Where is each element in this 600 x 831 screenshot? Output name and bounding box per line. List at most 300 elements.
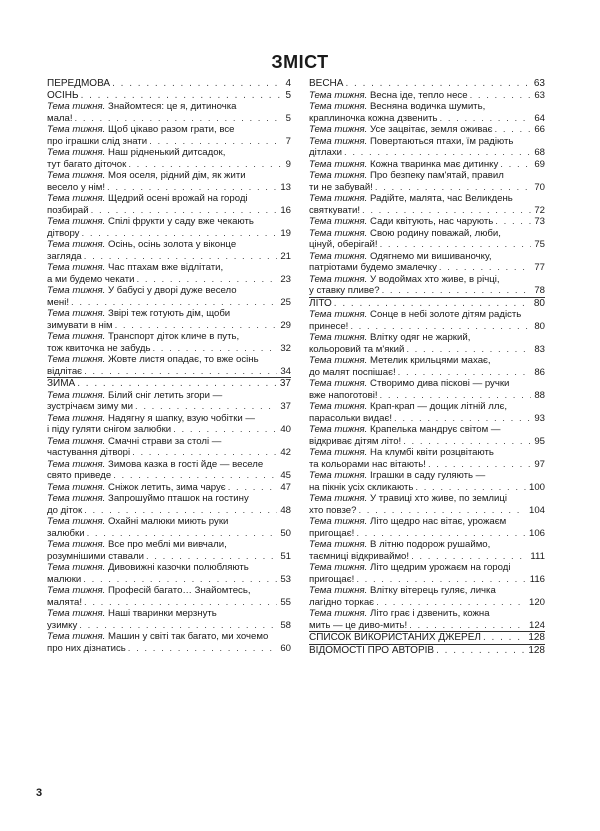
entry-title: Весна іде, тепло несе	[370, 89, 468, 101]
entry-title: зимувати в нім	[47, 319, 113, 331]
entry-page-number: 13	[280, 181, 291, 193]
toc-entry	[309, 585, 545, 608]
entry-title: святкувати!	[309, 204, 361, 216]
theme-prefix: Тема тижня.	[47, 539, 106, 550]
dot-leader	[343, 78, 530, 90]
theme-prefix: Тема тижня.	[47, 331, 106, 342]
entry-title: Транспорт діток кличе в путь,	[108, 331, 240, 342]
dot-leader	[105, 182, 277, 194]
entry-title: Запрошуймо пташок на гостину	[108, 493, 249, 504]
entry-title: Кожна тваринка має дитинку	[370, 158, 499, 170]
entry-title: на пікнік усіх скликають	[309, 481, 414, 493]
entry-page-number: 58	[280, 619, 291, 631]
theme-prefix: Тема тижня.	[47, 585, 106, 596]
section-title: ЗИМА	[47, 378, 76, 389]
section-title: СПИСОК ВИКОРИСТАНИХ ДЖЕРЕЛ	[309, 632, 481, 643]
toc-entry-line	[309, 585, 545, 597]
dot-leader	[150, 343, 277, 355]
dot-leader	[407, 620, 526, 632]
entry-title: таємниці відкриваймо!	[309, 550, 410, 562]
theme-prefix: Тема тижня.	[309, 216, 368, 227]
toc-entry-line	[309, 159, 545, 171]
dot-leader	[171, 424, 277, 436]
toc-entry	[47, 516, 291, 539]
toc-entry	[309, 470, 545, 493]
entry-title: Дивовижні казочки полюбляють	[108, 562, 249, 573]
entry-page-number: 88	[534, 389, 545, 401]
entry-title: та кольорами нас вітають!	[309, 458, 426, 470]
toc-entry-line	[309, 378, 545, 390]
theme-prefix: Тема тижня.	[309, 135, 368, 147]
entry-page-number: 5	[285, 89, 291, 101]
entry-title: частування дітворі	[47, 447, 131, 458]
toc-entry-line	[47, 631, 291, 643]
dot-leader	[79, 228, 277, 240]
entry-title: тут багато діточок	[47, 158, 127, 170]
toc-entry-line	[309, 390, 545, 402]
entry-title: відлітає	[47, 365, 83, 377]
toc-entry-line	[47, 401, 291, 413]
toc-entry-line	[47, 170, 291, 182]
toc-entry-line	[309, 147, 545, 159]
entry-page-number: 120	[528, 596, 545, 608]
toc-entry-line	[309, 262, 545, 274]
toc-entry-line	[47, 447, 291, 459]
entry-title: Осінь, осінь золота у віконце	[108, 239, 237, 250]
toc-entry	[309, 539, 545, 562]
theme-prefix: Тема тижня.	[309, 273, 368, 285]
toc-entry-line	[47, 205, 291, 217]
dot-leader	[396, 367, 532, 379]
entry-title: Іграшки в саду гуляють —	[370, 470, 486, 481]
dot-leader	[356, 505, 526, 517]
toc-entry-line	[47, 413, 291, 425]
entry-page-number: 68	[534, 147, 545, 158]
toc-entry-line	[47, 90, 291, 102]
entry-title: залюбки	[47, 527, 85, 539]
theme-prefix: Тема тижня.	[309, 608, 368, 619]
entry-title: У бабусі у дворі дуже весело	[108, 285, 237, 296]
dot-leader	[493, 124, 532, 136]
entry-page-number: 124	[528, 619, 545, 631]
dot-leader	[147, 136, 283, 148]
dot-leader	[126, 643, 278, 655]
toc-entry-line	[309, 436, 545, 448]
entry-page-number: 75	[534, 239, 545, 250]
theme-prefix: Тема тижня.	[309, 332, 368, 343]
toc-entry	[309, 124, 545, 136]
toc-entry	[309, 274, 545, 298]
toc-section	[309, 298, 545, 310]
toc-entry-line	[47, 308, 291, 320]
theme-prefix: Тема тижня.	[309, 158, 368, 170]
theme-prefix: Тема тижня.	[309, 401, 368, 412]
entry-page-number: 64	[534, 112, 545, 124]
theme-prefix: Тема тижня.	[309, 447, 368, 458]
theme-prefix: Тема тижня.	[47, 608, 106, 619]
entry-title: Про безпеку пам'ятай, правил	[370, 170, 504, 181]
entry-page-number: 80	[534, 320, 545, 332]
toc-section	[309, 78, 545, 90]
entry-title: до малят поспішає!	[309, 366, 396, 378]
entry-title: пригощає!	[309, 573, 355, 585]
entry-title: Моя оселя, рідний дім, як жити	[108, 170, 246, 181]
toc-entry	[309, 516, 545, 539]
dot-leader	[378, 239, 532, 251]
entry-page-number: 29	[280, 319, 291, 331]
entry-page-number: 116	[529, 573, 545, 585]
entry-title: до діток	[47, 504, 83, 516]
entry-title: Наші тваринки мерзнуть	[108, 608, 217, 619]
theme-prefix: Тема тижня.	[309, 227, 368, 239]
dot-leader	[81, 574, 277, 586]
entry-title: дітвору	[47, 227, 80, 239]
toc-entry-line	[309, 470, 545, 482]
theme-prefix: Тема тижня.	[309, 250, 368, 262]
entry-page-number: 5	[285, 112, 291, 124]
dot-leader	[437, 113, 531, 125]
toc-entry-line	[47, 159, 291, 171]
entry-title: узимку	[47, 619, 78, 631]
dot-leader	[348, 321, 531, 333]
toc-entry-line	[47, 436, 291, 448]
toc-entry-line	[309, 528, 545, 540]
toc-entry	[47, 631, 291, 654]
entry-title: зустрічаєм зиму ми	[47, 401, 134, 412]
dot-leader	[468, 90, 532, 102]
entry-title: Надягну я шапку, взую чобітки —	[108, 412, 256, 424]
dot-leader	[354, 574, 526, 586]
entry-title: свято приведе	[47, 470, 112, 481]
entry-title: малята!	[47, 596, 83, 608]
toc-entry-line	[309, 182, 545, 194]
toc-entry-line	[47, 124, 291, 136]
entry-page-number: 63	[533, 78, 545, 89]
toc-entry-line	[47, 516, 291, 528]
toc-entry	[309, 193, 545, 216]
entry-title: патріотами будемо змалечку	[309, 262, 437, 273]
toc-entry-line	[47, 482, 291, 494]
toc-entry	[47, 216, 291, 239]
theme-prefix: Тема тижня.	[309, 193, 368, 204]
dot-leader	[110, 78, 282, 90]
entry-title: Повертаються птахи, їм радіють	[370, 135, 514, 147]
dot-leader	[85, 528, 278, 540]
toc-entry	[47, 539, 291, 562]
theme-prefix: Тема тижня.	[309, 124, 368, 135]
entry-page-number: 86	[534, 366, 545, 378]
toc-entry-line	[309, 401, 545, 413]
entry-title: Спілі фрукти у саду вже чекають	[108, 216, 254, 227]
dot-leader	[437, 262, 531, 274]
theme-prefix: Тема тижня.	[309, 355, 368, 366]
entry-title: Радійте, малята, час Великдень	[370, 193, 513, 204]
section-title: ЛІТО	[309, 297, 332, 309]
entry-page-number: 128	[528, 644, 545, 656]
entry-page-number: 42	[280, 447, 291, 458]
entry-title: Влітку одяг не жаркий,	[370, 332, 471, 343]
entry-page-number: 23	[280, 273, 291, 285]
theme-prefix: Тема тижня.	[309, 378, 368, 389]
theme-prefix: Тема тижня.	[47, 124, 106, 135]
dot-leader	[79, 90, 283, 102]
toc-entry	[47, 562, 291, 585]
entry-title: Одягнемо ми вишиваночку,	[370, 250, 492, 262]
theme-prefix: Тема тижня.	[47, 481, 106, 493]
entry-title: В літню подорож рушаймо,	[370, 539, 491, 550]
entry-page-number: 9	[285, 158, 291, 170]
toc-entry-line	[309, 205, 545, 217]
toc-entry-line	[47, 274, 291, 286]
entry-title: Усе зацвітає, земля оживає	[370, 124, 493, 135]
toc-entry	[47, 285, 291, 308]
toc-entry-line	[47, 354, 291, 366]
entry-title: загляда	[47, 250, 82, 262]
entry-title: Сонце в небі золоте дітям радість	[370, 309, 522, 320]
entry-title: Щоб цікаво разом грати, все	[108, 124, 235, 135]
entry-page-number: 77	[534, 262, 545, 273]
entry-title: і піду гуляти снігом залюбки	[47, 424, 172, 435]
toc-column-right	[309, 78, 545, 656]
entry-title: цінуй, оберігай!	[309, 239, 378, 250]
toc-entry	[47, 413, 291, 436]
entry-page-number: 72	[534, 204, 545, 216]
entry-page-number: 50	[280, 527, 291, 539]
entry-page-number: 78	[534, 285, 545, 296]
entry-page-number: 37	[280, 401, 291, 412]
toc-entry-line	[47, 216, 291, 228]
entry-title: Жовте листя опадає, то вже осінь	[108, 354, 259, 365]
toc-entry	[309, 401, 545, 424]
toc-entry-line	[309, 124, 545, 136]
dot-leader	[133, 401, 277, 413]
dot-leader	[332, 298, 531, 310]
toc-entry-line	[309, 516, 545, 528]
toc-entry	[309, 159, 545, 171]
toc-entry-line	[309, 447, 545, 459]
entry-title: принесе!	[309, 320, 349, 332]
toc-entry	[47, 390, 291, 413]
toc-section	[47, 378, 291, 390]
toc-entry	[47, 170, 291, 193]
toc-entry	[309, 216, 545, 228]
toc-entry	[309, 355, 545, 378]
entry-title: вже напоготові!	[309, 389, 378, 401]
theme-prefix: Тема тижня.	[47, 239, 106, 250]
entry-title: Зимова казка в гості йде — веселе	[108, 458, 264, 470]
entry-title: Літо грає і дзвенить, кожна	[370, 608, 490, 619]
dot-leader	[392, 413, 531, 425]
dot-leader	[75, 378, 277, 390]
entry-title: дітлахи	[309, 147, 343, 158]
theme-prefix: Тема тижня.	[47, 170, 106, 181]
toc-section	[309, 632, 545, 645]
entry-title: Машин у світі так багато, ми хочемо	[108, 631, 269, 642]
entry-page-number: 80	[533, 297, 545, 309]
toc-entry	[309, 170, 545, 193]
toc-entry-line	[309, 355, 545, 367]
entry-title: Метелик крильцями махає,	[370, 355, 491, 366]
toc-entry-line	[309, 113, 545, 125]
theme-prefix: Тема тижня.	[309, 170, 368, 181]
toc-entry-line	[309, 493, 545, 505]
dot-leader	[77, 620, 277, 632]
dot-leader	[404, 344, 531, 356]
theme-prefix: Тема тижня.	[47, 101, 106, 112]
toc-entry-line	[47, 78, 291, 90]
section-title: ВЕСНА	[309, 78, 344, 89]
entry-title: пригощає!	[309, 527, 355, 539]
entry-title: малюки	[47, 573, 82, 585]
toc-entry-line	[309, 136, 545, 148]
dot-leader	[69, 297, 277, 309]
toc-entry	[309, 562, 545, 585]
entry-page-number: 55	[280, 596, 291, 608]
entry-title: Смачні страви за столі —	[108, 435, 222, 447]
entry-title: весело у нім!	[47, 181, 105, 193]
entry-title: Влітку вітерець гуляє, личка	[370, 585, 496, 596]
toc-entry	[309, 378, 545, 401]
entry-title: Знайомтеся: це я, дитиночка	[108, 101, 237, 112]
toc-entry-line	[47, 470, 291, 482]
entry-title: позбирай	[47, 204, 89, 216]
dot-leader	[135, 274, 278, 286]
toc-entry	[309, 332, 545, 355]
dot-leader	[82, 366, 277, 378]
toc-entry-line	[309, 332, 545, 344]
toc-entry-line	[309, 551, 545, 563]
entry-page-number: 34	[280, 365, 291, 377]
theme-prefix: Тема тижня.	[47, 147, 106, 158]
toc-entry-line	[47, 251, 291, 263]
entry-title: хто повзе?	[309, 504, 357, 516]
entry-page-number: 45	[280, 470, 291, 481]
dot-leader	[378, 390, 532, 402]
dot-leader	[493, 216, 531, 228]
dot-leader	[82, 251, 278, 263]
entry-title: У водоймах хто живе, в річці,	[370, 273, 500, 285]
entry-page-number: 93	[534, 412, 545, 424]
entry-title: про іграшки слід знати	[47, 135, 148, 147]
entry-title: Білий сніг летить згори —	[108, 389, 223, 401]
toc-entry-line	[47, 459, 291, 471]
entry-title: Наш рідненький дитсадок,	[108, 147, 226, 158]
entry-title: Сніжок летить, зима чарує	[108, 481, 226, 493]
entry-page-number: 95	[534, 435, 545, 447]
toc-entry-line	[47, 390, 291, 402]
entry-title: Щедрий осені врожай на городі	[108, 193, 248, 204]
entry-page-number: 47	[280, 481, 291, 493]
toc-entry-line	[47, 136, 291, 148]
toc-entry	[47, 482, 291, 494]
dot-leader	[89, 205, 278, 217]
theme-prefix: Тема тижня.	[47, 516, 106, 527]
entry-page-number: 53	[280, 573, 291, 585]
entry-title: мала!	[47, 112, 73, 124]
toc-entry	[47, 493, 291, 516]
entry-title: Сади квітують, нас чарують	[370, 216, 494, 227]
toc-entry-line	[309, 562, 545, 574]
theme-prefix: Тема тижня.	[47, 308, 106, 319]
entry-page-number: 104	[528, 504, 545, 516]
theme-prefix: Тема тижня.	[309, 516, 368, 527]
toc-entry-line	[47, 378, 291, 390]
dot-leader	[126, 159, 282, 171]
toc-entry-line	[47, 424, 291, 436]
toc-entry-line	[309, 78, 545, 90]
toc-entry-line	[309, 597, 545, 609]
entry-title: Створимо дива піскові — ручки	[370, 378, 510, 389]
entry-page-number: 106	[528, 527, 545, 539]
toc-entry-line	[309, 505, 545, 517]
dot-leader	[226, 482, 278, 494]
entry-page-number: 37	[279, 378, 291, 389]
theme-prefix: Тема тижня.	[47, 631, 106, 642]
toc-entry-line	[47, 574, 291, 586]
theme-prefix: Тема тижня.	[47, 412, 106, 424]
toc-entry-line	[47, 505, 291, 517]
toc-entry-line	[309, 170, 545, 182]
toc-entry-line	[47, 297, 291, 309]
entry-page-number: 73	[534, 216, 545, 227]
toc-entry-line	[309, 344, 545, 356]
toc-entry-line	[309, 193, 545, 205]
toc-entry-line	[47, 643, 291, 655]
entry-page-number: 16	[280, 204, 291, 216]
toc-entry-line	[47, 262, 291, 274]
toc-entry-line	[47, 193, 291, 205]
toc-entry-line	[47, 585, 291, 597]
entry-page-number: 128	[528, 632, 545, 643]
dot-leader	[130, 447, 277, 459]
entry-page-number: 4	[285, 78, 291, 89]
entry-page-number: 51	[280, 550, 291, 562]
toc-entry	[47, 331, 291, 354]
toc-entry-line	[309, 216, 545, 228]
toc-entry	[47, 585, 291, 608]
toc-entry-line	[309, 90, 545, 102]
dot-leader	[380, 285, 532, 297]
toc-entry	[47, 459, 291, 482]
toc-entry-line	[47, 539, 291, 551]
dot-leader	[409, 551, 527, 563]
toc-entry-line	[47, 239, 291, 251]
theme-prefix: Тема тижня.	[47, 285, 106, 296]
entry-page-number: 48	[280, 504, 291, 516]
dot-leader	[342, 147, 531, 159]
toc-entry	[47, 147, 291, 170]
toc-entry-line	[309, 482, 545, 494]
dot-leader	[111, 470, 277, 482]
toc-entry-line	[309, 632, 545, 644]
entry-title: У травиці хто живе, по землиці	[370, 493, 508, 504]
entry-page-number: 97	[534, 458, 545, 470]
toc-entry-line	[309, 251, 545, 263]
toc-entry	[47, 101, 291, 124]
toc-entry-line	[309, 274, 545, 286]
dot-leader	[360, 205, 531, 217]
toc-entry	[309, 101, 545, 124]
entry-title: Літо щедро нас вітає, урожаєм	[370, 516, 507, 527]
toc-entry-line	[47, 493, 291, 505]
entry-title: розумнішими ставали	[47, 550, 144, 562]
entry-title: парасольки видає!	[309, 412, 392, 424]
entry-title: Професій багато… Знайомтесь,	[108, 585, 251, 596]
theme-prefix: Тема тижня.	[309, 89, 368, 101]
page-number: 3	[36, 787, 43, 799]
toc-entry-line	[47, 620, 291, 632]
toc-entry-line	[309, 539, 545, 551]
